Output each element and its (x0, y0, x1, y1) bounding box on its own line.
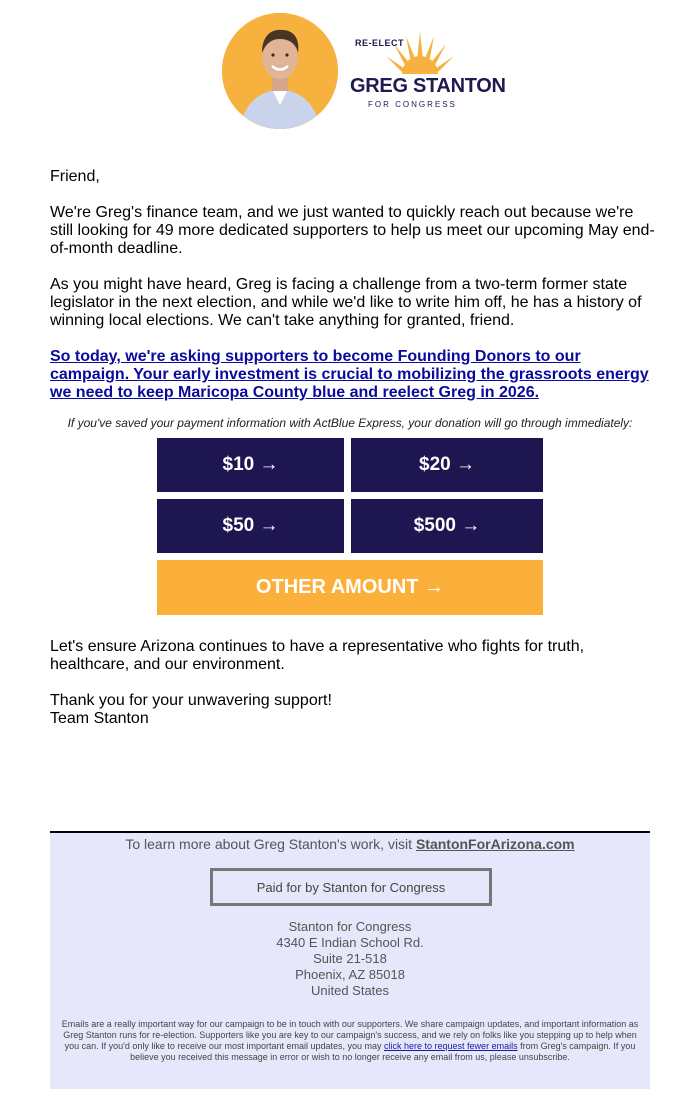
paragraph-arizona: Let's ensure Arizona continues to have a representative who fights for truth, healthcare, and our environment. (50, 638, 585, 673)
fewer-emails-link[interactable]: click here to request fewer emails (384, 1041, 518, 1051)
signature: Team Stanton (50, 710, 149, 727)
closing-line: Thank you for your unwavering support! (50, 692, 332, 709)
logo-reelect-text: RE-ELECT (355, 38, 404, 48)
founding-donors-link[interactable]: So today, we're asking supporters to become Founding Donors to our campaign. Your early investment is crucial to mobilizing the grassroots energy we need to keep Maricopa County blue and reelect Greg in 2026. (50, 348, 649, 401)
footer-learn-more (50, 836, 650, 852)
footer-learn-text: To learn more about Greg Stanton's work, visit (125, 836, 416, 852)
mailing-address (50, 919, 650, 999)
address-line-country: United States (310, 983, 390, 998)
actblue-express-note: If you've saved your payment information with ActBlue Express, your donation will go through immediately: (67, 416, 633, 430)
disclaimer-text-post: from Greg's campaign. If you believe you received this message in error or wish to no longer receive any email from us, please unsubscribe. (130, 1041, 636, 1062)
paid-for-text: Paid for by Stanton for Congress (256, 879, 446, 895)
logo-candidate-name: GREG STANTON (350, 75, 506, 97)
paragraph-founding-donors (50, 348, 655, 402)
paragraph-finance-team: We're Greg's finance team, and we just wanted to quickly reach out because we're still looking for 49 more dedicated supporters to help us meet our upcoming May end-of-month deadline. (50, 204, 655, 257)
campaign-logo (350, 30, 506, 110)
email-footer (50, 831, 650, 1089)
logo-subtitle: FOR CONGRESS (368, 100, 457, 109)
candidate-portrait-icon (222, 13, 338, 129)
donate-10-button[interactable]: $10 → (157, 438, 344, 492)
disclaimer-text-pre: Emails are a really important way for our campaign to be in touch with our supporters. We share campaign updates, and important information as Greg Stanton runs for re-election. Supporters like you are key to our campaign's success, and we rely on folks like you stepping up to help when you can. If you'd only like to receive our most important email updates, you may (61, 1019, 639, 1051)
donate-20-button[interactable]: $20 → (351, 438, 543, 492)
address-line-suite: Suite 21-518 (313, 951, 387, 966)
greeting: Friend, (50, 168, 100, 185)
stanton-website-link[interactable]: StantonForArizona.com (415, 836, 575, 852)
donate-50-button[interactable]: $50 → (157, 499, 344, 553)
donate-other-amount-button[interactable]: OTHER AMOUNT → (157, 560, 543, 615)
address-line-street: 4340 E Indian School Rd. (276, 935, 424, 950)
candidate-photo (222, 13, 338, 129)
email-disclaimer (60, 1019, 640, 1063)
donate-500-button[interactable]: $500 → (351, 499, 543, 553)
address-line-org: Stanton for Congress (288, 919, 412, 934)
paragraph-challenge: As you might have heard, Greg is facing a challenge from a two-term former state legislator in the next election, and while we'd like to write him off, he has a history of winning local elections. We can't take anything for granted, friend. (50, 276, 642, 329)
paid-for-disclaimer-box (210, 868, 492, 906)
email-header (0, 0, 700, 140)
address-line-city: Phoenix, AZ 85018 (295, 967, 405, 982)
